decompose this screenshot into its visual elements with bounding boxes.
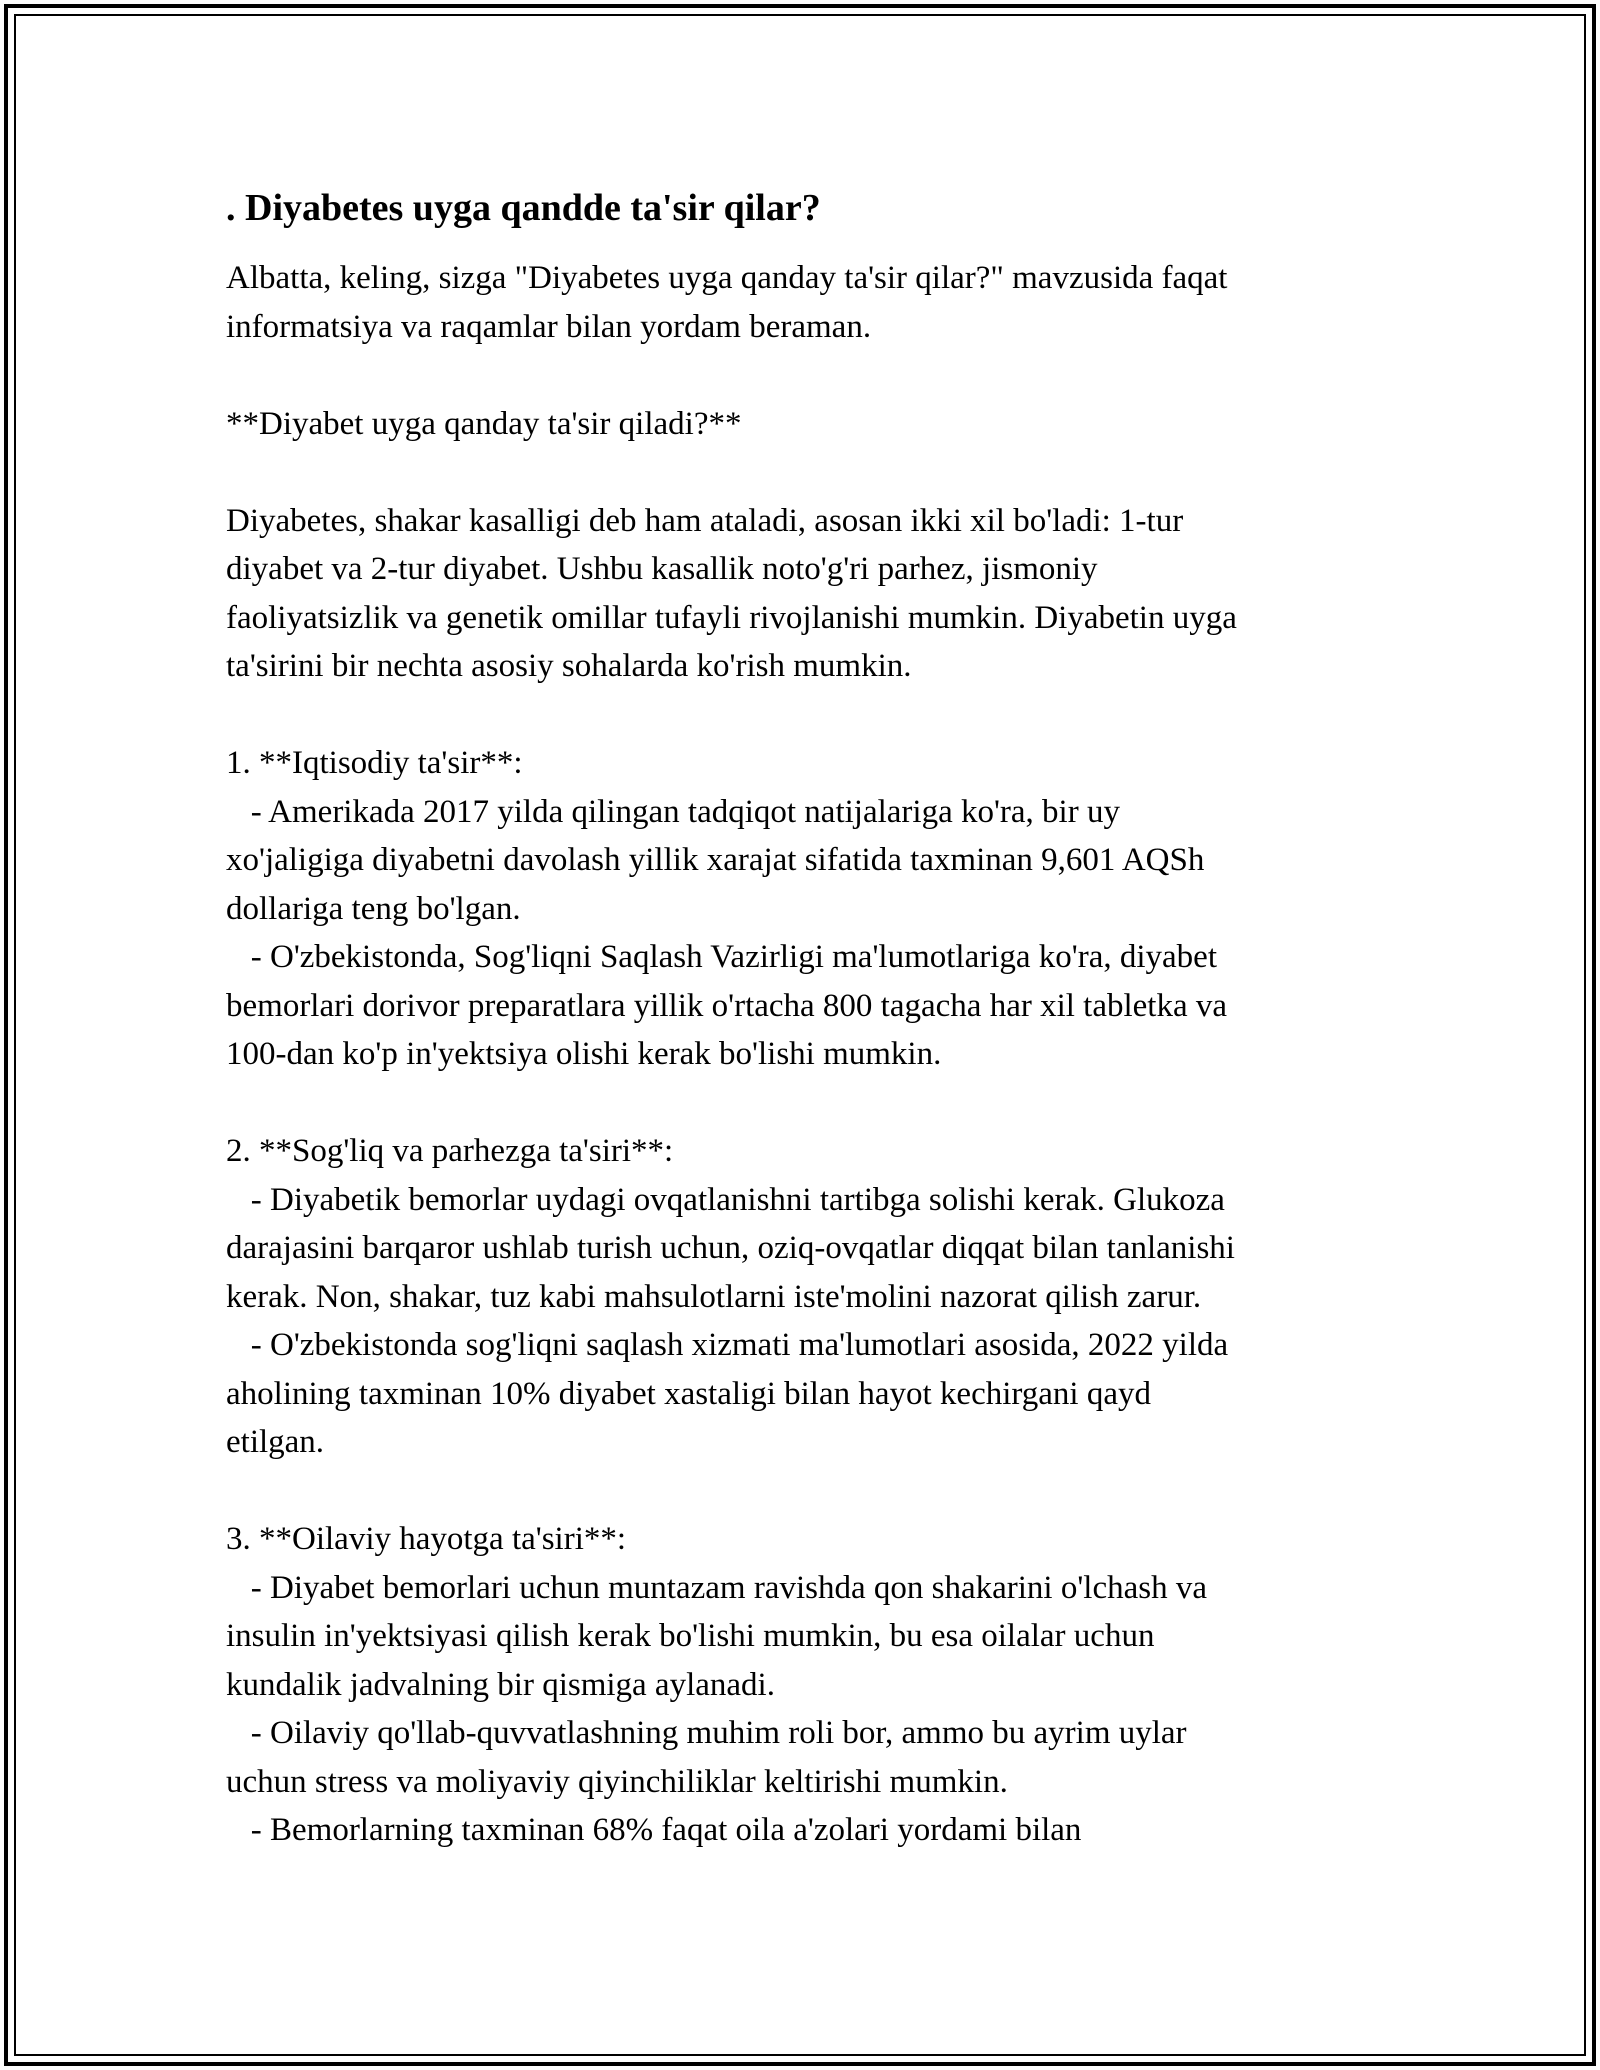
text-line: kerak. Non, shakar, tuz kabi mahsulotlarni iste'molini nazorat qilish zarur. bbox=[226, 1278, 1202, 1315]
text-line: 2. **Sog'liq va parhezga ta'siri**: bbox=[226, 1133, 674, 1169]
blank-line bbox=[226, 1079, 1376, 1128]
text-line: dollariga teng bo'lgan. bbox=[226, 890, 521, 927]
text-line: kundalik jadvalning bir qismiga aylanadi. bbox=[226, 1666, 775, 1703]
text-line: Albatta, keling, sizga "Diyabetes uyga qanday ta'sir qilar?" mavzusida faqat bbox=[226, 260, 1228, 296]
text-line: - Diyabetik bemorlar uydagi ovqatlanishni tartibga solishi kerak. Glukoza bbox=[226, 1181, 1225, 1218]
text-line: aholining taxminan 10% diyabet xastaligi bilan hayot kechirgani qayd bbox=[226, 1375, 1151, 1412]
document-body bbox=[226, 184, 1376, 1855]
blank-line bbox=[226, 448, 1376, 497]
text-line: faoliyatsizlik va genetik omillar tufayli rivojlanishi mumkin. Diyabetin uyga bbox=[226, 599, 1237, 636]
document-title: . Diyabetes uyga qandde ta'sir qilar? bbox=[226, 187, 821, 229]
text-line: - Bemorlarning taxminan 68% faqat oila a'zolari yordami bilan bbox=[226, 1812, 1082, 1848]
text-line: insulin in'yektsiyasi qilish kerak bo'lishi mumkin, bu esa oilalar uchun bbox=[226, 1618, 1155, 1654]
text-line: darajasini barqaror ushlab turish uchun, oziq-ovqatlar diqqat bilan tanlanishi bbox=[226, 1230, 1235, 1266]
text-line: - Diyabet bemorlari uchun muntazam ravishda qon shakarini o'lchash va bbox=[226, 1569, 1207, 1606]
blank-line bbox=[226, 691, 1376, 740]
text-line: **Diyabet uyga qanday ta'sir qiladi?** bbox=[226, 405, 742, 442]
text-line: etilgan. bbox=[226, 1424, 325, 1460]
text-line: xo'jaligiga diyabetni davolash yillik xarajat sifatida taxminan 9,601 AQSh bbox=[226, 842, 1205, 878]
blank-line bbox=[226, 1467, 1376, 1516]
text-line: Diyabetes, shakar kasalligi deb ham ataladi, asosan ikki xil bo'ladi: 1-tur bbox=[226, 502, 1184, 539]
text-line: bemorlari dorivor preparatlara yillik o'rtacha 800 tagacha har xil tabletka va bbox=[226, 987, 1228, 1024]
text-line: ta'sirini bir nechta asosiy sohalarda ko'rish mumkin. bbox=[226, 648, 912, 684]
text-line: informatsiya va raqamlar bilan yordam beraman. bbox=[226, 308, 872, 345]
text-line: 3. **Oilaviy hayotga ta'siri**: bbox=[226, 1521, 627, 1557]
text-line: 100-dan ko'p in'yektsiya olishi kerak bo'lishi mumkin. bbox=[226, 1036, 942, 1072]
text-line: 1. **Iqtisodiy ta'sir**: bbox=[226, 745, 523, 781]
document-text bbox=[226, 254, 1376, 1855]
text-line: - O'zbekistonda sog'liqni saqlash xizmati ma'lumotlari asosida, 2022 yilda bbox=[226, 1327, 1229, 1363]
text-line: - Oilaviy qo'llab-quvvatlashning muhim roli bor, ammo bu ayrim uylar bbox=[226, 1715, 1187, 1751]
text-line: diyabet va 2-tur diyabet. Ushbu kasallik noto'g'ri parhez, jismoniy bbox=[226, 551, 1098, 587]
blank-line bbox=[226, 351, 1376, 400]
text-line: uchun stress va moliyaviy qiyinchiliklar keltirishi mumkin. bbox=[226, 1763, 1008, 1800]
text-line: - O'zbekistonda, Sog'liqni Saqlash Vazirligi ma'lumotlariga ko'ra, diyabet bbox=[226, 939, 1217, 975]
text-line: - Amerikada 2017 yilda qilingan tadqiqot natijalariga ko'ra, bir uy bbox=[226, 793, 1120, 830]
